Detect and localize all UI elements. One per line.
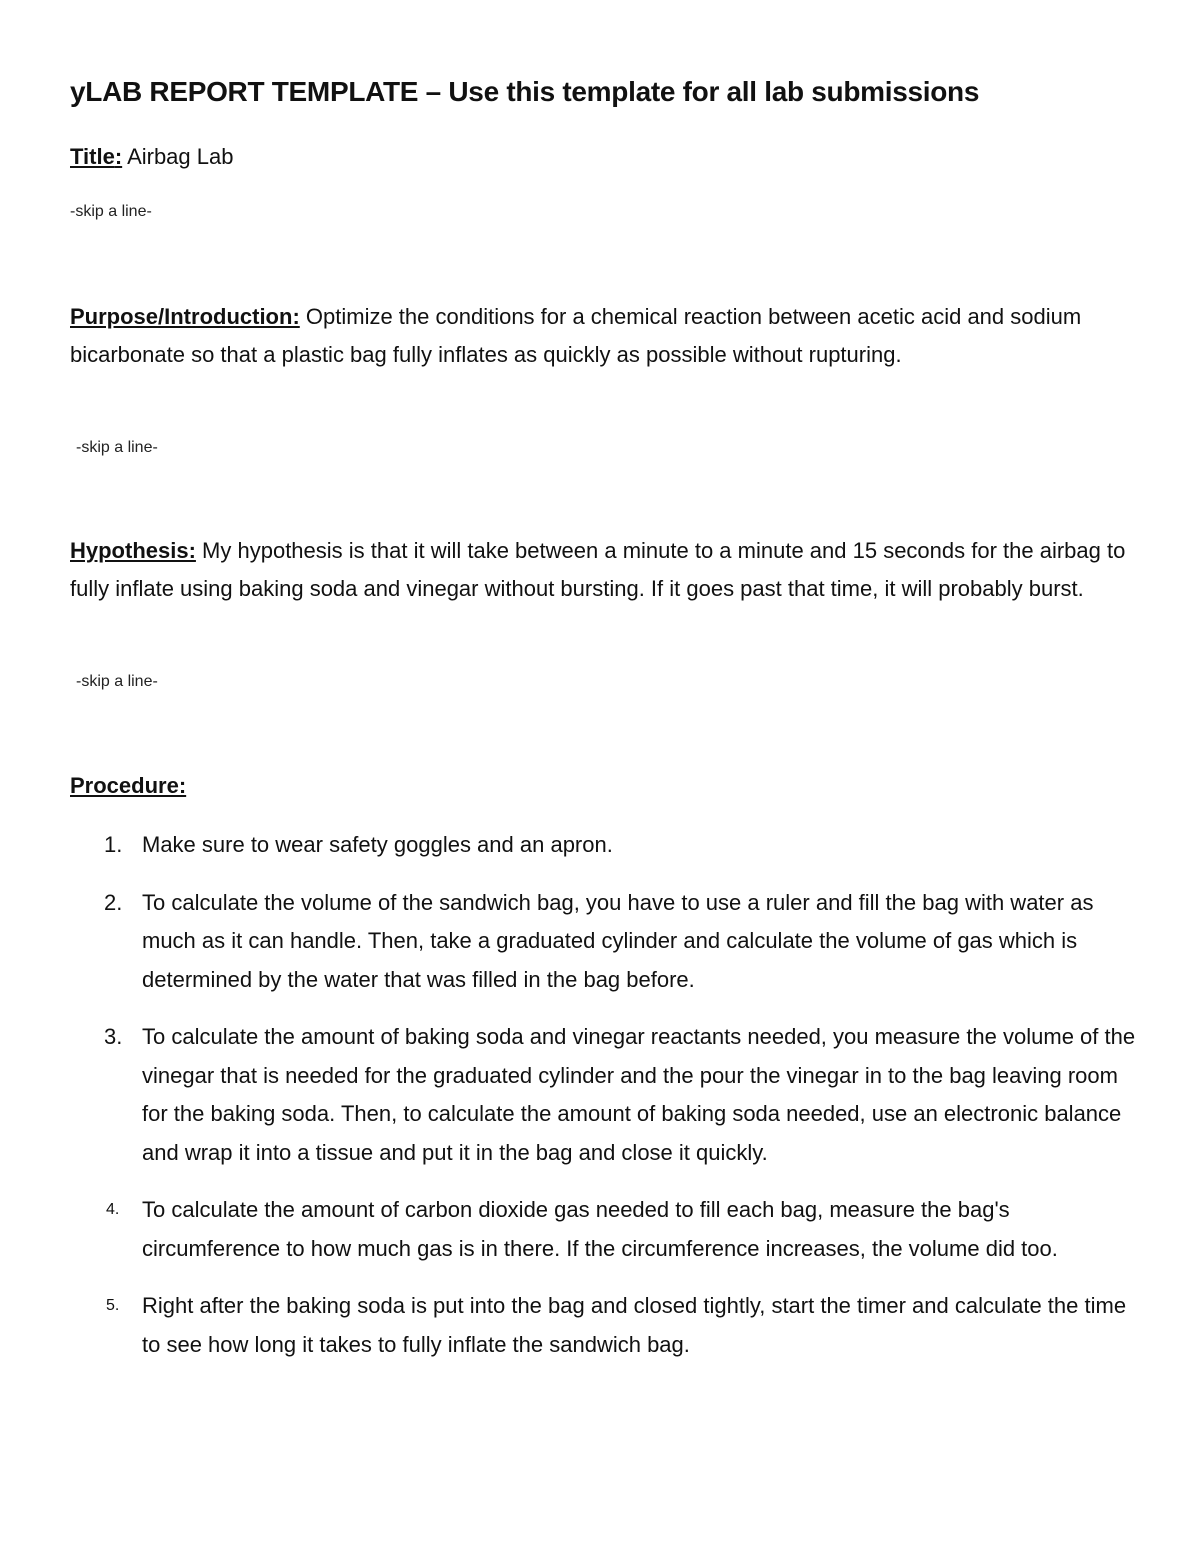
list-item xyxy=(100,1018,1140,1172)
title-label: Title: xyxy=(70,144,123,169)
title-line xyxy=(70,144,233,170)
document-heading: yLAB REPORT TEMPLATE – Use this template for all lab submissions xyxy=(70,76,980,107)
step-number: 1. xyxy=(104,832,123,857)
skip-line-note: -skip a line- xyxy=(76,439,158,456)
skip-line-note: -skip a line- xyxy=(70,203,152,220)
step-number: 2. xyxy=(104,889,123,915)
list-item xyxy=(100,826,1140,865)
step-text: To calculate the volume of the sandwich bag, you have to use a ruler and fill the bag with water as much as it can handle. Then, take a graduated cylinder and calculate the volume of gas which is determined by the water that was filled in the bag before. xyxy=(142,889,1094,992)
purpose-label: Purpose/Introduction: xyxy=(70,304,300,329)
list-item xyxy=(100,884,1140,1000)
step-number: 5. xyxy=(106,1297,120,1314)
procedure-list xyxy=(100,826,1140,1383)
list-item xyxy=(100,1191,1140,1268)
step-number: 4. xyxy=(106,1201,120,1218)
hypothesis-label: Hypothesis: xyxy=(70,538,196,563)
title-value: Airbag Lab xyxy=(127,144,234,169)
purpose-section xyxy=(70,298,1130,374)
purpose-text: Optimize the conditions for a chemical reaction between acetic acid and sodium bicarbonate so that a plastic bag fully inflates as quickly as possible without rupturing. xyxy=(70,304,1082,367)
procedure-heading xyxy=(70,773,186,799)
step-text: To calculate the amount of baking soda and vinegar reactants needed, you measure the volume of the vinegar that is needed for the graduated cylinder and the pour the vinegar in to the bag leaving room for the baking soda. Then, to calculate the amount of baking soda needed, use an electronic balance and wrap it into a tissue and put it in the bag and close it quickly. xyxy=(142,1024,1136,1165)
procedure-label: Procedure: xyxy=(70,773,187,798)
step-text: To calculate the amount of carbon dioxide gas needed to fill each bag, measure the bag's circumference to how much gas is in there. If the circumference increases, the volume did too. xyxy=(142,1197,1058,1261)
step-text: Right after the baking soda is put into the bag and closed tightly, start the timer and calculate the time to see how long it takes to fully inflate the sandwich bag. xyxy=(142,1293,1127,1357)
hypothesis-text: My hypothesis is that it will take between a minute to a minute and 15 seconds for the airbag to fully inflate using baking soda and vinegar without bursting. If it goes past that time, it will probably burst. xyxy=(70,538,1126,601)
step-number: 3. xyxy=(104,1024,123,1049)
skip-line-note: -skip a line- xyxy=(76,673,158,690)
list-item xyxy=(100,1287,1140,1364)
hypothesis-section xyxy=(70,532,1130,608)
step-text: Make sure to wear safety goggles and an apron. xyxy=(142,832,613,857)
